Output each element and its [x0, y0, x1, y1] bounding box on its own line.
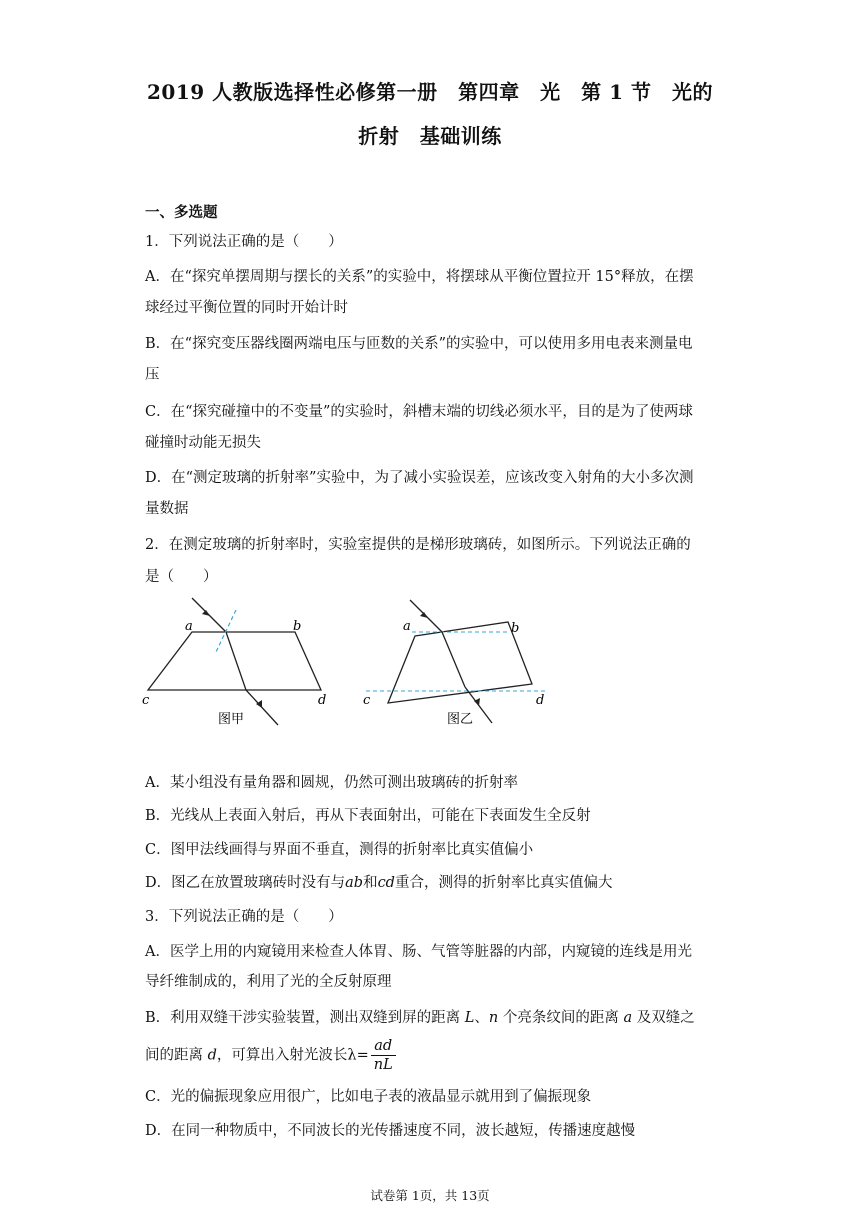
- q1-option-c-line1: C．在“探究碰撞中的不变量”的实验时，斜槽末端的切线必须水平，目的是为了使两球: [145, 404, 693, 420]
- q3-option-d: D．在同一种物质中，不同波长的光传播速度不同，波长越短，传播速度越慢: [145, 1123, 636, 1139]
- q1-option-b-line2: 压: [145, 367, 160, 383]
- q2-option-d-text2: 和: [363, 875, 378, 891]
- page-title-line1: 2019 人教版选择性必修第一册 第四章 光 第 1 节 光的: [147, 80, 713, 104]
- q3-option-b-line2: [145, 1037, 396, 1074]
- q2-stem-line2: 是（ ）: [145, 569, 218, 585]
- arrow-icon: [202, 610, 210, 616]
- q3-b-n: n: [488, 1010, 499, 1026]
- fraction-numerator: ad: [371, 1037, 396, 1056]
- q1-option-a-line1: A．在“探究单摆周期与摆长的关系”的实验中，将摆球从平衡位置拉开 15°释放，在摆: [145, 269, 694, 285]
- q1-option-d-line1: D．在“测定玻璃的折射率”实验中，为了减小实验误差，应该改变入射角的大小多次测: [145, 470, 694, 486]
- label-yi-d: d: [536, 693, 545, 708]
- figure-jia: [142, 598, 326, 727]
- q2-option-d-ab: ab: [345, 875, 364, 891]
- q2-option-d-text3: 重合，测得的折射率比真实值偏大: [394, 875, 613, 891]
- page-title-line2: 折射 基础训练: [358, 124, 502, 148]
- q2-option-c: C．图甲法线画得与界面不垂直，测得的折射率比真实值偏小: [145, 842, 534, 858]
- q1-option-a-line2: 球经过平衡位置的同时开始计时: [145, 300, 348, 316]
- q3-option-a-line1: A．医学上用的内窥镜用来检查人体胃、肠、气管等脏器的内部，内窥镜的连线是用光: [145, 944, 692, 960]
- label-yi-c: c: [363, 693, 371, 708]
- caption-yi: 图乙: [447, 712, 474, 727]
- q2-option-d-text1: D．图乙在放置玻璃砖时没有与: [145, 875, 346, 891]
- caption-jia: 图甲: [218, 712, 245, 727]
- q3-b-L: L: [464, 1010, 475, 1026]
- q1-option-c-line2: 碰撞时动能无损失: [145, 435, 261, 451]
- q3-b-text2: 、: [474, 1010, 489, 1026]
- q3-option-c: C．光的偏振现象应用很广，比如电子表的液晶显示就用到了偏振现象: [145, 1089, 592, 1105]
- q1-option-b-line1: B．在“探究变压器线圈两端电压与匝数的关系”的实验中，可以使用多用电表来测量电: [145, 336, 693, 352]
- section-heading: 一、多选题: [145, 204, 218, 221]
- arrow-icon: [420, 612, 428, 618]
- q1-stem: 1．下列说法正确的是（ ）: [145, 234, 343, 250]
- label-jia-b: b: [293, 619, 302, 634]
- page-footer: 试卷第 1页，共 13页: [370, 1188, 490, 1203]
- figure-yi: [363, 600, 545, 727]
- q2-option-b: B．光线从上表面入射后，再从下表面射出，可能在下表面发生全反射: [145, 808, 591, 824]
- label-jia-a: a: [185, 619, 193, 634]
- normal-line-jia: [216, 610, 236, 652]
- q3-b-text1: B．利用双缝干涉实验装置，测出双缝到屏的距离: [145, 1010, 461, 1026]
- q2-option-d-cd: cd: [377, 875, 395, 891]
- label-jia-d: d: [318, 693, 327, 708]
- q3-b-text5: 间的距离: [145, 1047, 203, 1064]
- q2-option-d: [145, 873, 612, 893]
- q3-b-text4: 及双缝之: [636, 1010, 695, 1026]
- refracted-ray-jia: [226, 632, 246, 690]
- q3-b-d: d: [207, 1047, 217, 1064]
- label-jia-c: c: [142, 693, 150, 708]
- q3-b-text6: ，可算出入射光波长λ=: [216, 1047, 369, 1064]
- glass-brick-figure: [140, 590, 560, 730]
- q1-option-d-line2: 量数据: [145, 501, 189, 517]
- q2-stem-line1: 2．在测定玻璃的折射率时，实验室提供的是梯形玻璃砖，如图所示。下列说法正确的: [145, 537, 691, 553]
- q3-b-text3: 个亮条纹间的距离: [502, 1010, 619, 1026]
- wavelength-fraction: [371, 1037, 396, 1074]
- q2-option-a: A．某小组没有量角器和圆规，仍然可测出玻璃砖的折射率: [145, 775, 518, 791]
- label-yi-a: a: [403, 619, 411, 634]
- refracted-ray-yi: [442, 632, 465, 687]
- fraction-denominator: nL: [373, 1057, 393, 1073]
- label-yi-b: b: [511, 621, 520, 636]
- q3-option-b-line1: [145, 1008, 695, 1028]
- q3-stem: 3．下列说法正确的是（ ）: [145, 909, 343, 925]
- q3-b-a: a: [623, 1010, 633, 1026]
- q3-option-a-line2: 导纤维制成的，利用了光的全反射原理: [145, 974, 392, 990]
- trapezoid-jia: [148, 632, 321, 690]
